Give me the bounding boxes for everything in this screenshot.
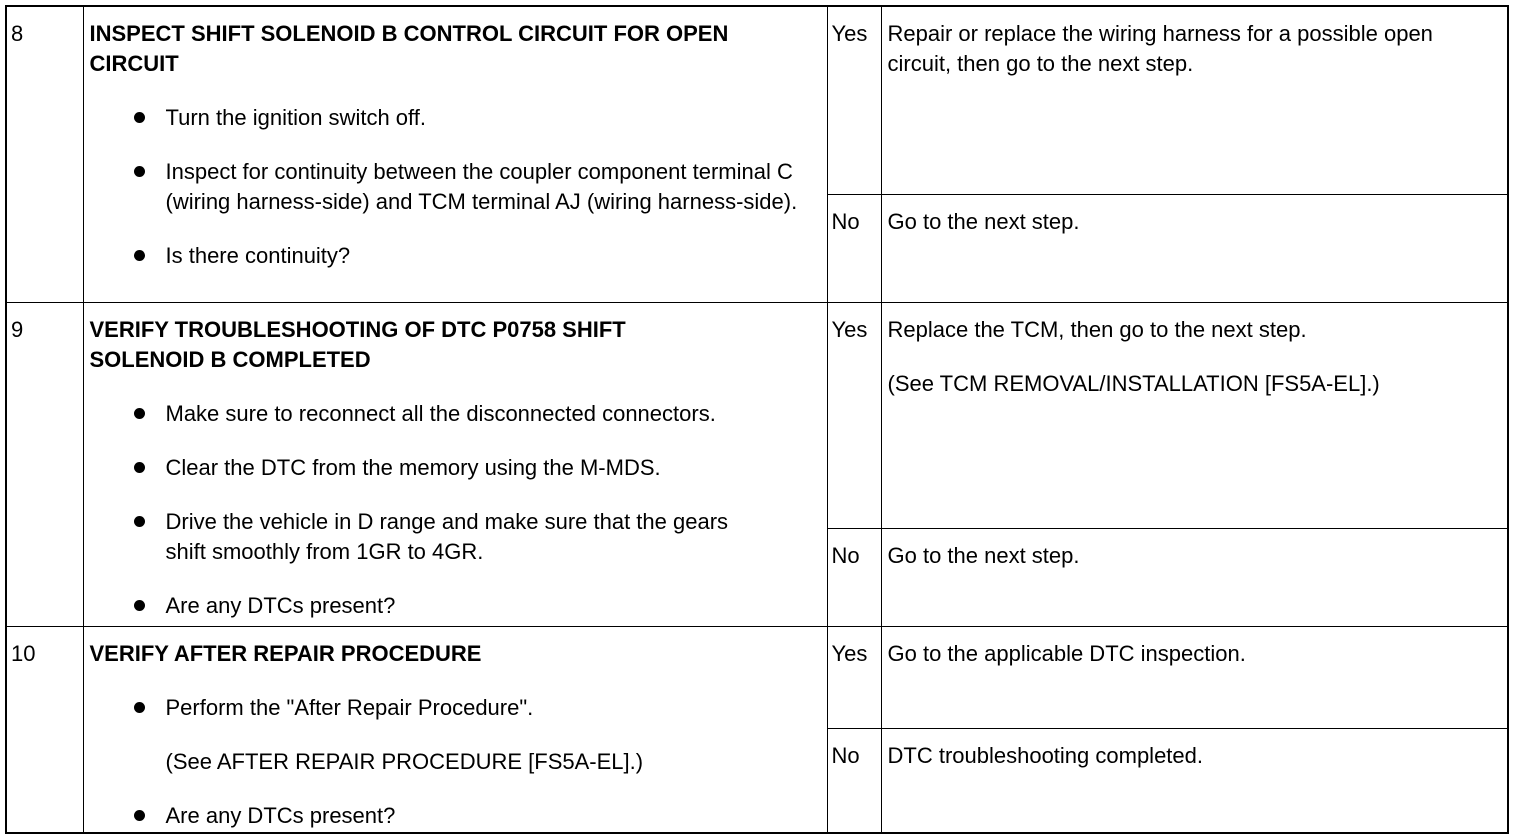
step-body xyxy=(83,6,827,303)
check-list xyxy=(90,693,821,723)
step-title: VERIFY TROUBLESHOOTING OF DTC P0758 SHIFT SOLENOID B COMPLETED xyxy=(89,317,626,373)
bullet-icon xyxy=(134,600,145,611)
yes-action: Replace the TCM, then go to the next step. (See TCM REMOVAL/INSTALLATION [FS5A-EL].) xyxy=(881,303,1508,529)
step-number: 9 xyxy=(6,303,83,627)
bullet-icon xyxy=(134,462,145,473)
bullet-icon xyxy=(134,810,145,821)
no-label: No xyxy=(827,528,881,626)
check-item: Clear the DTC from the memory using the M-MDS. xyxy=(90,453,821,483)
check-item: Are any DTCs present? xyxy=(90,801,821,831)
no-action: Go to the next step. xyxy=(881,528,1508,626)
no-action: DTC troubleshooting completed. xyxy=(881,729,1508,833)
yes-label: Yes xyxy=(827,626,881,728)
yes-label: Yes xyxy=(827,303,881,529)
check-item: Are any DTCs present? xyxy=(90,591,821,621)
step-number: 8 xyxy=(6,6,83,303)
step-body xyxy=(83,626,827,833)
yes-action: Go to the applicable DTC inspection. xyxy=(881,626,1508,728)
step-number: 10 xyxy=(6,626,83,833)
step-10-yes-row xyxy=(6,626,1508,728)
bullet-icon xyxy=(134,408,145,419)
step-body xyxy=(83,303,827,627)
check-item: Turn the ignition switch off. xyxy=(90,103,821,133)
check-item: Inspect for continuity between the coupler component terminal C (wiring harness-side) and TCM terminal AJ (wiring harness-side). xyxy=(90,157,821,217)
bullet-icon xyxy=(134,516,145,527)
no-label: No xyxy=(827,729,881,833)
step-9-yes-row xyxy=(6,303,1508,529)
check-list xyxy=(90,399,821,621)
check-list xyxy=(90,801,821,831)
bullet-icon xyxy=(134,250,145,261)
bullet-icon xyxy=(134,112,145,123)
yes-label: Yes xyxy=(827,6,881,194)
bullet-icon xyxy=(134,166,145,177)
no-label: No xyxy=(827,194,881,302)
check-list xyxy=(90,103,821,271)
reference-note: (See AFTER REPAIR PROCEDURE [FS5A-EL].) xyxy=(165,748,644,774)
check-item: Make sure to reconnect all the disconnected connectors. xyxy=(90,399,821,429)
step-title: VERIFY AFTER REPAIR PROCEDURE xyxy=(89,640,482,666)
diagnostic-procedure-table xyxy=(5,5,1509,834)
check-item: Drive the vehicle in D range and make sure that the gears shift smoothly from 1GR to 4GR. xyxy=(90,507,766,567)
step-title: INSPECT SHIFT SOLENOID B CONTROL CIRCUIT FOR OPEN CIRCUIT xyxy=(89,21,729,76)
yes-action: Repair or replace the wiring harness for a possible open circuit, then go to the next step. xyxy=(881,6,1508,194)
bullet-icon xyxy=(134,702,145,713)
check-item: Is there continuity? xyxy=(90,241,821,271)
no-action: Go to the next step. xyxy=(881,194,1508,302)
check-item: Perform the "After Repair Procedure". xyxy=(90,693,821,723)
step-8-yes-row xyxy=(6,6,1508,194)
